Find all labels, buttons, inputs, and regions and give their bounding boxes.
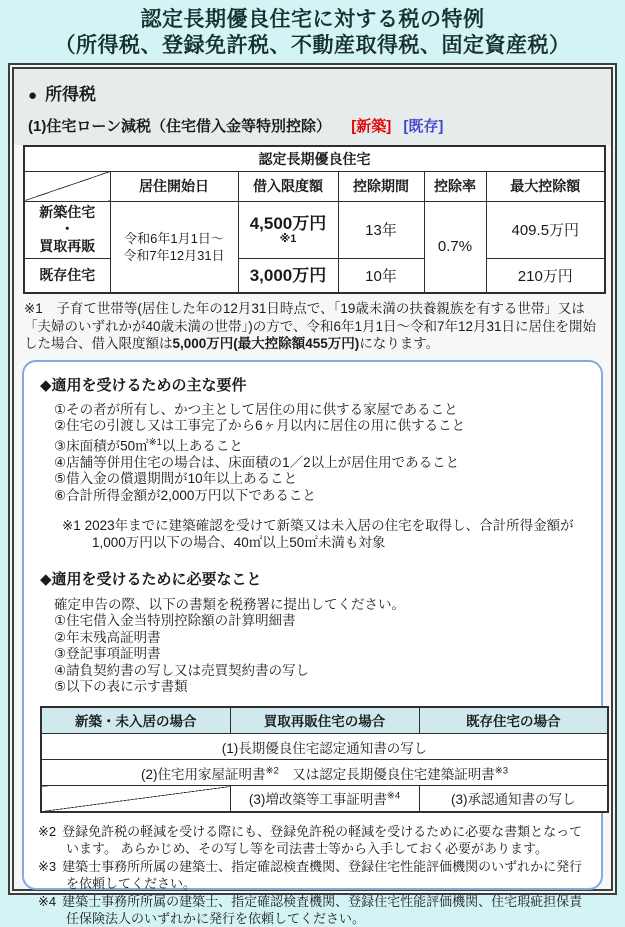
col-header-max-deduction: 最大控除額: [486, 171, 605, 201]
requirement-footnote-ref: ※1: [148, 436, 162, 448]
footnote-1: ※1 子育て世帯等(居住した年の12月31日時点で、「19歳未満の扶養親族を有する世帯」又は「夫婦のいずれかが40歳未満の世帯」)の方で、令和6年1月1日～令和7年12月31日に居住を開始した場合、借入限度額は5,000万円(最大控除額455万円)になります。: [24, 301, 597, 351]
col-header-loan-limit: 借入限度額: [238, 171, 338, 201]
page-title-line2: （所得税、登録免許税、不動産取得税、固定資産税）: [54, 34, 571, 57]
cell-period-new: 13年: [338, 201, 424, 258]
requirement-item: ②住宅の引渡し又は工事完了から6ヶ月以内に居住の用に供すること: [54, 418, 466, 433]
cell-residence-start: 令和6年1月1日～ 令和7年12月31日: [110, 201, 238, 293]
diagonal-empty-cell: [24, 171, 110, 201]
procedure-item: ③登記事項証明書: [54, 646, 161, 661]
col-header-residence-start: 居住開始日: [110, 171, 238, 201]
page-title: [0, 0, 625, 59]
documents-table: [40, 706, 609, 813]
row-label-existing: 既存住宅: [24, 258, 110, 293]
loan-deduction-table: [23, 145, 606, 294]
procedures-intro: 確定申告の際、以下の書類を税務署に提出してください。: [54, 597, 405, 612]
row-label-new: 新築住宅 ・ 買取再販: [24, 201, 110, 258]
tag-link-existing[interactable]: [既存]: [403, 118, 444, 135]
requirement-item: ⑤借入金の償還期間が10年以上あること: [54, 471, 298, 486]
procedures-list: [54, 613, 587, 696]
requirement-item: ⑥合計所得金額が2,000万円以下であること: [54, 487, 316, 503]
doc-footnote-ref-4: ※4: [386, 790, 401, 802]
requirements-footnote: ※1 2023年までに建築確認を受けて新築又は未入居の住宅を取得し、合計所得金額が1,000万円以下の場合、40㎡以上50㎡未満も対象: [62, 518, 574, 550]
procedures-section: [38, 568, 587, 696]
doc-col-header-new: 新築・未入居の場合: [41, 707, 230, 734]
procedures-heading: ◆適用を受けるために必要なこと: [40, 571, 262, 588]
procedure-item: ④請負契約書の写し又は売買契約書の写し: [54, 662, 310, 678]
table-title: 認定長期優良住宅: [24, 146, 605, 171]
doc-cell-certification-notice: (1)長期優良住宅認定通知書の写し: [41, 734, 608, 760]
documents-header-row: [41, 707, 608, 734]
footnote-3: ※3 建築士事務所所属の建築士、指定確認検査機関、登録住宅性能評価機関のいずれかに発行を依頼してください。: [38, 858, 583, 891]
procedure-item: ①住宅借入金当特別控除額の計算明細書: [54, 613, 296, 628]
cell-loan-limit-existing: 3,000万円: [238, 258, 338, 293]
cell-max-deduction-new: 409.5万円: [486, 201, 605, 258]
footnotes-block: [38, 823, 587, 927]
requirements-heading: ◆適用を受けるための主な要件: [40, 376, 247, 394]
doc-footnote-ref-3: ※3: [494, 765, 508, 776]
page-title-line1: 認定長期優良住宅に対する税の特例: [140, 8, 485, 31]
table-row-new-housing: [24, 201, 605, 258]
doc-col-header-existing: 既存住宅の場合: [419, 707, 608, 734]
documents-row-2: [41, 760, 608, 786]
col-header-deduction-rate: 控除率: [424, 171, 486, 201]
table-header-row: [24, 171, 605, 201]
diagonal-empty-cell: [41, 786, 230, 812]
col-header-deduction-period: 控除期間: [338, 171, 424, 201]
doc-col-header-resale: 買取再販住宅の場合: [230, 707, 419, 734]
doc-cell-approval-notice: (3)承認通知書の写し: [419, 786, 608, 812]
requirement-item: ③床面積が50㎡$^{※1}$以上あること: [54, 436, 243, 453]
requirement-item: ①その者が所有し、かつ主として居住の用に供する家屋であること: [54, 401, 458, 417]
section-header-band: [14, 69, 611, 145]
cell-max-deduction-existing: 210万円: [486, 258, 605, 293]
requirements-list: [54, 402, 587, 505]
section-bullet-icon: ●: [28, 87, 38, 104]
documents-row-3: [41, 786, 608, 812]
income-tax-panel-inner: [12, 67, 613, 926]
section-heading: [28, 80, 599, 105]
sub-heading: [28, 115, 599, 136]
tag-link-new[interactable]: [新築]: [351, 118, 392, 135]
cell-period-existing: 10年: [338, 258, 424, 293]
section-heading-label: 所得税: [45, 85, 97, 104]
details-box: [22, 360, 603, 926]
procedure-item: ⑤以下の表に示す書類: [54, 679, 188, 694]
doc-footnote-ref-2: ※2: [265, 765, 279, 776]
footnote-1-emphasis: 5,000万円(最大控除額455万円): [172, 336, 360, 351]
table-title-row: [24, 146, 605, 171]
documents-row-1: [41, 734, 608, 760]
loan-limit-footnote-ref: ※1: [279, 233, 297, 245]
income-tax-panel: [8, 63, 617, 926]
cell-rate: 0.7%: [424, 201, 486, 293]
procedure-item: ②年末残高証明書: [54, 629, 161, 645]
cell-loan-limit-new: 4,500万円 ※1: [238, 201, 338, 258]
doc-cell-house-certificate: (2)住宅用家屋証明書$^{※2}$ 又は認定長期優良住宅建築証明書$^{※3}$: [41, 760, 608, 786]
sub-heading-label: (1)住宅ローン減税（住宅借入金等特別控除）: [28, 118, 332, 135]
footnote-4: ※4 建築士事務所所属の建築士、指定確認検査機関、登録住宅性能評価機関、住宅瑕疵担保責任保険法人のいずれかに発行を依頼してください。: [38, 893, 583, 926]
requirement-item: ④店舗等併用住宅の場合は、床面積の1／2以上が居住用であること: [54, 454, 460, 470]
footnote-2: ※2 登録免許税の軽減を受ける際にも、登録免許税の軽減を受けるために必要な書類となっています。 あらかじめ、その写し等を司法書士等から入手しておく必要があります。: [38, 823, 583, 856]
doc-cell-renovation-certificate: (3)増改築等工事証明書$^{※4}$: [230, 786, 419, 812]
